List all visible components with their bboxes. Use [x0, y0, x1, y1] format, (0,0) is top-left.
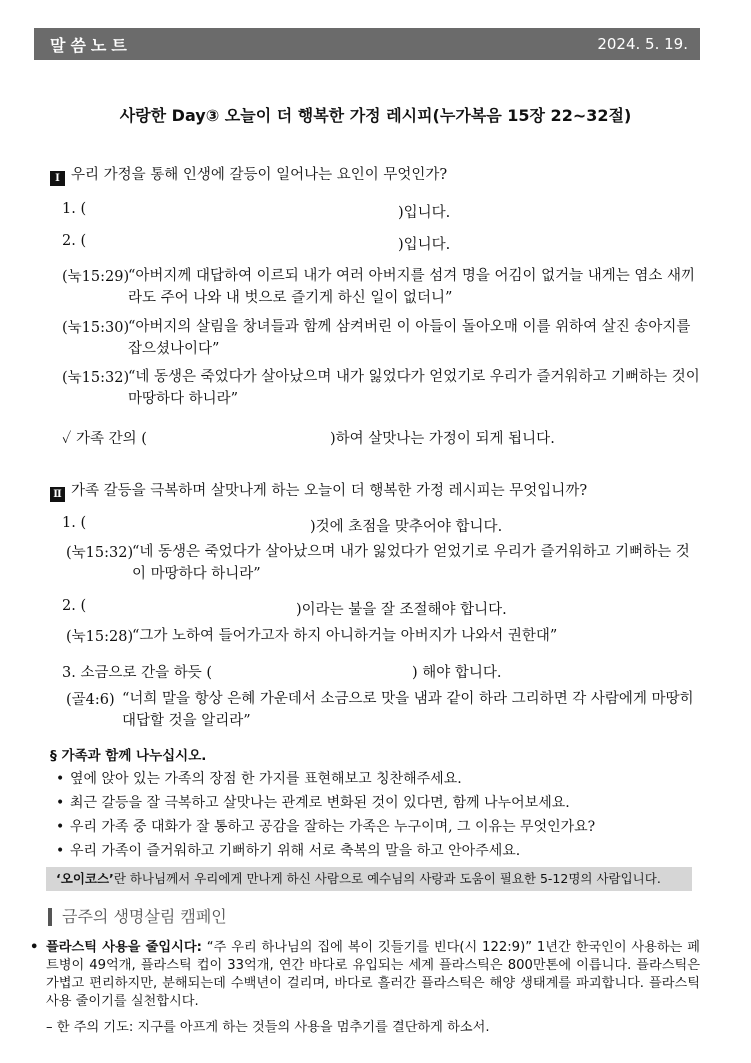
section1-check [62, 427, 147, 448]
section1-item-1-suffix: )입니다. [398, 205, 451, 221]
section2-question-text: 가족 갈등을 극복하며 살맛나게 하는 오늘이 더 행복한 가정 레시피는 무엇입니까? [71, 483, 588, 499]
verse-line: “아버지의 살림을 창녀들과 함께 삼켜버린 이 아들이 돌아오매 이를 위하여 살진 송아지를 [128, 319, 691, 335]
bullet-icon: • [30, 940, 39, 955]
verse-ref: (눅15:32) [66, 545, 134, 561]
section1-marker: Ⅰ [50, 171, 65, 186]
share-bullet [56, 768, 462, 788]
verse-line: 잡으셨나이다” [128, 341, 220, 357]
share-bullet-text: 우리 가족이 즐거워하고 기뻐하기 위해 서로 축복의 말을 하고 안아주세요. [70, 843, 521, 859]
header-title: 말씀노트 [50, 35, 132, 55]
share-bullet [56, 816, 595, 836]
verse-line: 라도 주어 나와 내 벗으로 즐기게 하신 일이 없더니” [128, 290, 453, 306]
bullet-icon: • [56, 795, 65, 811]
section2-item-2: 2. ( [62, 598, 87, 614]
verse-luke-15-28 [66, 625, 702, 647]
oikos-definition: 란 하나님께서 우리에게 만나게 하신 사람으로 예수님의 사랑과 도움이 필요한 5-12명의 사람입니다. [113, 871, 661, 886]
verse-line: 대답할 것을 알리라” [122, 713, 251, 729]
section2-item-3: 3. 소금으로 간을 하듯 ( [62, 665, 212, 681]
verse-luke-15-29 [62, 265, 702, 309]
campaign-text: “주 우리 하나님의 집에 복이 깃들기를 빈다(시 122:9)” 1년간 한국인이 사용하는 페트병이 49억개, 플라스틱 컵이 33억개, 연간 바다로 유입되는 세계 플라스틱은 800만톤에 이릅니다. 플라스틱은 가볍고 편리하지만, 분해되는데 수백년이 걸리며, 바다로 흘러간 플라스틱은 해양 생태계를 파괴합니다. 플라스틱 사용 줄이기를 실천합시다. [46, 940, 700, 1009]
verse-ref: (골4:6) [66, 692, 115, 708]
share-bullet [56, 792, 570, 812]
section2-item-3-suffix: ) 해야 합니다. [412, 665, 502, 681]
share-bullet-text: 옆에 앉아 있는 가족의 장점 한 가지를 표현해보고 칭찬해주세요. [70, 771, 462, 787]
verse-line: 이 마땅하다 하니라” [132, 566, 261, 582]
verse-luke-15-30 [62, 316, 702, 360]
verse-luke-15-32-b [66, 541, 702, 585]
check-icon: ✓ [62, 431, 72, 447]
verse-line: “그가 노하여 들어가고자 하지 아니하거늘 아버지가 나와서 권한대” [132, 628, 558, 644]
verse-col-4-6 [66, 688, 702, 732]
blank-open: 2. ( [62, 233, 87, 249]
section2-question [50, 479, 587, 502]
section1-item-2-suffix: )입니다. [398, 237, 451, 253]
campaign-lead: 플라스틱 사용을 줄입시다: [46, 940, 202, 955]
verse-line: “너희 말을 항상 은혜 가운데서 소금으로 맛을 냄과 같이 하라 그리하면 각 사람에게 마땅히 [122, 691, 694, 707]
section1-item-2 [62, 233, 86, 249]
header-date: 2024. 5. 19. [597, 35, 688, 53]
section2-item-2-suffix: )이라는 불을 잘 조절해야 합니다. [296, 602, 507, 618]
section1-question [50, 163, 447, 186]
oikos-note [46, 867, 692, 891]
verse-line: “네 동생은 죽었다가 살아났으며 내가 잃었다가 얻었기로 우리가 즐거워하고 기뻐하는 것 [132, 544, 690, 560]
section1-question-text: 우리 가정을 통해 인생에 갈등이 일어나는 요인이 무엇인가? [71, 167, 448, 183]
verse-line: “아버지께 대답하여 이르되 내가 여러 아버지를 섬겨 명을 어김이 없거늘 내게는 염소 새끼 [128, 268, 695, 284]
section2-item-1: 1. ( [62, 515, 87, 531]
check-prefix: 가족 간의 ( [75, 431, 147, 447]
campaign-title: 금주의 생명살림 캠페인 [48, 908, 227, 926]
section1-check-suffix: )하여 살맛나는 가정이 되게 됩니다. [330, 431, 555, 447]
section1-item-1 [62, 201, 86, 217]
campaign-body [30, 939, 700, 1011]
section2-item-1-suffix: )것에 초점을 맞추어야 합니다. [310, 519, 503, 535]
verse-line: “네 동생은 죽었다가 살아났으며 내가 잃었다가 얻었기로 우리가 즐거워하고 기뻐하는 것이 [128, 369, 700, 385]
share-bullet [56, 840, 520, 860]
blank-open: 1. ( [62, 201, 87, 217]
verse-ref: (눅15:28) [66, 629, 134, 645]
verse-ref: (눅15:30) [62, 320, 130, 336]
share-bullet-text: 우리 가족 중 대화가 잘 통하고 공감을 잘하는 가족은 누구이며, 그 이유는 무엇인가요? [70, 819, 596, 835]
campaign-prayer: – 한 주의 기도: 지구를 아프게 하는 것들의 사용을 멈추기를 결단하게 하소서. [46, 1020, 490, 1035]
header-bar [34, 28, 700, 60]
sermon-title: 사랑한 Day③ 오늘이 더 행복한 가정 레시피(누가복음 15장 22~32절) [119, 106, 632, 125]
verse-line: 마땅하다 하니라” [128, 391, 239, 407]
verse-luke-15-32 [62, 366, 702, 410]
oikos-term: ‘오이코스’ [56, 871, 114, 886]
bullet-icon: • [56, 843, 65, 859]
verse-ref: (눅15:29) [62, 269, 130, 285]
bullet-icon: • [56, 819, 65, 835]
bullet-icon: • [56, 771, 65, 787]
verse-ref: (눅15:32) [62, 370, 130, 386]
share-title: § 가족과 함께 나누십시오. [50, 748, 207, 764]
share-bullet-text: 최근 갈등을 잘 극복하고 살맛나는 관계로 변화된 것이 있다면, 함께 나누어보세요. [70, 795, 570, 811]
section2-marker: Ⅱ [50, 487, 65, 502]
